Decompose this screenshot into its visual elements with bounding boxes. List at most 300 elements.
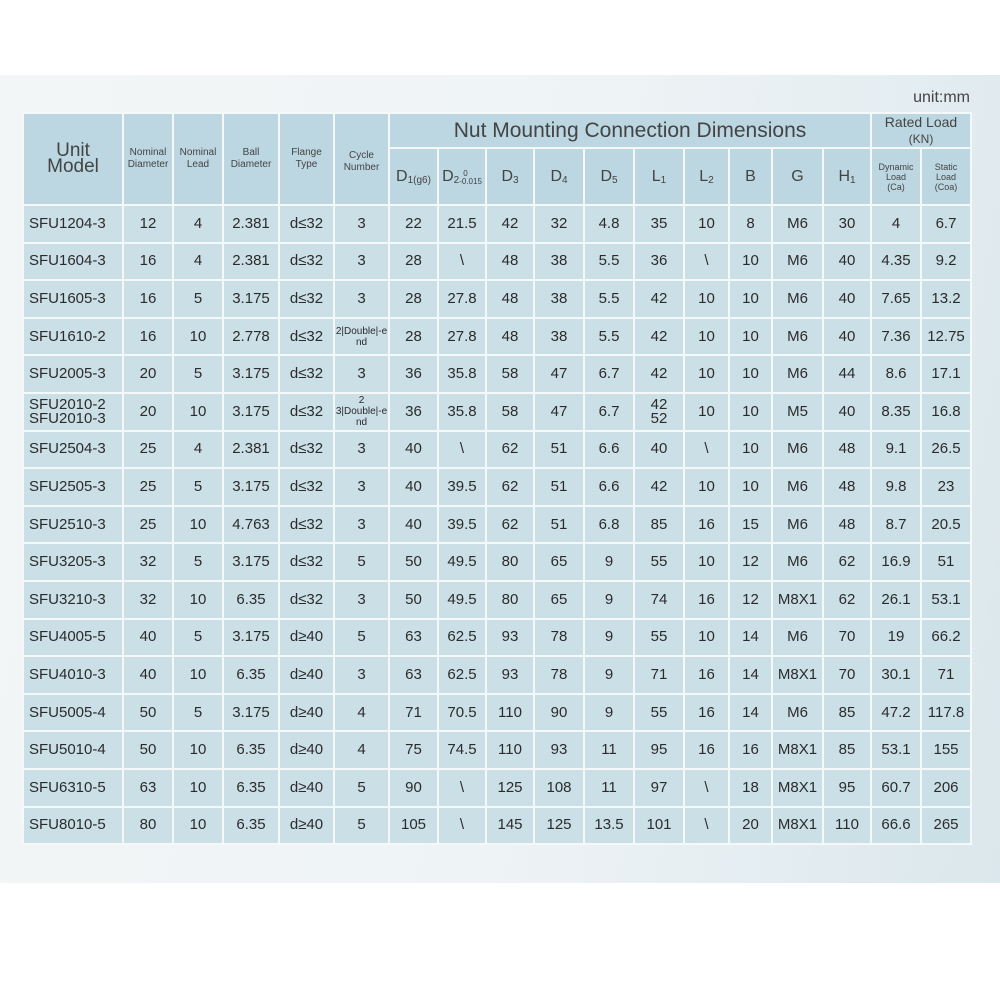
table-row bbox=[23, 393, 971, 431]
cell-static-load: 6.7 bbox=[921, 205, 971, 243]
cell-b: 10 bbox=[729, 243, 772, 281]
cell-d4: 51 bbox=[534, 506, 584, 544]
cell-d2: 49.5 bbox=[438, 581, 486, 619]
cell-d5: 11 bbox=[584, 731, 634, 769]
cell-model: SFU2510-3 bbox=[23, 506, 123, 544]
cell-flange-type: d≥40 bbox=[279, 807, 334, 845]
cell-nominal-lead: 5 bbox=[173, 694, 223, 732]
cell-l2: 10 bbox=[684, 543, 729, 581]
header-text: D bbox=[442, 167, 454, 185]
cell-l2: 10 bbox=[684, 468, 729, 506]
cell-nominal-diameter: 50 bbox=[123, 694, 173, 732]
cell-ball-diameter: 3.175 bbox=[223, 543, 279, 581]
cell-model: SFU1605-3 bbox=[23, 280, 123, 318]
header-text: Diameter bbox=[230, 159, 272, 170]
cell-static-load: 66.2 bbox=[921, 619, 971, 657]
header-text: (KN) bbox=[908, 132, 934, 146]
cell-d5: 4.8 bbox=[584, 205, 634, 243]
cell-d2: \ bbox=[438, 769, 486, 807]
cell-d3: 110 bbox=[486, 694, 534, 732]
cell-dynamic-load: 4 bbox=[871, 205, 921, 243]
cell-dynamic-load: 26.1 bbox=[871, 581, 921, 619]
cell-l2: 10 bbox=[684, 205, 729, 243]
cell-flange-type: d≤32 bbox=[279, 280, 334, 318]
cell-g: M6 bbox=[772, 205, 823, 243]
cell-d4: 47 bbox=[534, 355, 584, 393]
header-text: Lead bbox=[186, 159, 210, 170]
cell-model: SFU8010-5 bbox=[23, 807, 123, 845]
cell-l1: 36 bbox=[634, 243, 684, 281]
cell-model: SFU1610-2 bbox=[23, 318, 123, 356]
cell-dynamic-load: 66.6 bbox=[871, 807, 921, 845]
cell-d4: 78 bbox=[534, 656, 584, 694]
cell-d2: 39.5 bbox=[438, 468, 486, 506]
cell-flange-type: d≥40 bbox=[279, 656, 334, 694]
cell-cycle-number: 5 bbox=[334, 543, 389, 581]
cell-model: SFU3210-3 bbox=[23, 581, 123, 619]
cell-nominal-lead: 5 bbox=[173, 543, 223, 581]
cell-l1: 42 bbox=[634, 280, 684, 318]
cell-g: M6 bbox=[772, 318, 823, 356]
header-text: Nominal bbox=[179, 147, 217, 158]
cell-h1: 44 bbox=[823, 355, 871, 393]
cell-h1: 70 bbox=[823, 656, 871, 694]
cell-ball-diameter: 3.175 bbox=[223, 280, 279, 318]
cell-h1: 62 bbox=[823, 581, 871, 619]
cell-static-load: 117.8 bbox=[921, 694, 971, 732]
cell-flange-type: d≤32 bbox=[279, 243, 334, 281]
cell-d1: 36 bbox=[389, 355, 438, 393]
cell-l1: 97 bbox=[634, 769, 684, 807]
cell-flange-type: d≥40 bbox=[279, 769, 334, 807]
cell-ball-diameter: 6.35 bbox=[223, 581, 279, 619]
cell-d5: 13.5 bbox=[584, 807, 634, 845]
cell-b: 8 bbox=[729, 205, 772, 243]
spec-table bbox=[22, 112, 972, 845]
cell-d4: 108 bbox=[534, 769, 584, 807]
cell-nominal-lead: 10 bbox=[173, 393, 223, 431]
cell-d2: 49.5 bbox=[438, 543, 486, 581]
cell-static-load: 16.8 bbox=[921, 393, 971, 431]
cell-static-load: 13.2 bbox=[921, 280, 971, 318]
header-subscript: 2 bbox=[708, 174, 714, 186]
header-rated-load bbox=[871, 113, 971, 148]
cell-cycle-number: 3 bbox=[334, 656, 389, 694]
cell-static-load: 265 bbox=[921, 807, 971, 845]
cell-ball-diameter: 6.35 bbox=[223, 656, 279, 694]
cell-g: M6 bbox=[772, 280, 823, 318]
cell-g: M6 bbox=[772, 468, 823, 506]
cell-d1: 22 bbox=[389, 205, 438, 243]
cell-d1: 75 bbox=[389, 731, 438, 769]
cell-ball-diameter: 6.35 bbox=[223, 731, 279, 769]
header-text: (Coa) bbox=[934, 181, 958, 192]
cell-nominal-lead: 10 bbox=[173, 731, 223, 769]
cell-l2: 10 bbox=[684, 393, 729, 431]
cell-nominal-diameter: 80 bbox=[123, 807, 173, 845]
cell-nominal-lead: 10 bbox=[173, 506, 223, 544]
cell-h1: 40 bbox=[823, 393, 871, 431]
cell-ball-diameter: 2.381 bbox=[223, 243, 279, 281]
header-text: Type bbox=[295, 159, 318, 170]
cell-b: 10 bbox=[729, 393, 772, 431]
header-subscript: 5 bbox=[612, 174, 618, 186]
cell-d2: 62.5 bbox=[438, 656, 486, 694]
cell-flange-type: d≤32 bbox=[279, 393, 334, 431]
cell-d4: 125 bbox=[534, 807, 584, 845]
cell-static-load: 12.75 bbox=[921, 318, 971, 356]
cell-l2: 16 bbox=[684, 581, 729, 619]
cell-b: 20 bbox=[729, 807, 772, 845]
cell-d4: 51 bbox=[534, 468, 584, 506]
cell-d4: 32 bbox=[534, 205, 584, 243]
cell-model: SFU2005-3 bbox=[23, 355, 123, 393]
cell-l2: \ bbox=[684, 431, 729, 469]
cell-nominal-lead: 10 bbox=[173, 318, 223, 356]
cell-d3: 48 bbox=[486, 280, 534, 318]
cell-l2: 10 bbox=[684, 355, 729, 393]
header-text: L bbox=[699, 167, 709, 185]
header-text: Nominal bbox=[129, 147, 167, 158]
cell-d4: 78 bbox=[534, 619, 584, 657]
cell-l1: 74 bbox=[634, 581, 684, 619]
cell-nominal-diameter: 20 bbox=[123, 393, 173, 431]
header-dim-d3 bbox=[486, 148, 534, 205]
cell-model: SFU2504-3 bbox=[23, 431, 123, 469]
cell-b: 10 bbox=[729, 355, 772, 393]
cell-ball-diameter: 3.175 bbox=[223, 393, 279, 431]
cell-h1: 48 bbox=[823, 468, 871, 506]
cell-d2: 27.8 bbox=[438, 318, 486, 356]
header-dim-g bbox=[772, 148, 823, 205]
table-row bbox=[23, 619, 971, 657]
cell-ball-diameter: 6.35 bbox=[223, 807, 279, 845]
cell-l1: 101 bbox=[634, 807, 684, 845]
cell-g: M6 bbox=[772, 431, 823, 469]
cell-nominal-diameter: 20 bbox=[123, 355, 173, 393]
cell-flange-type: d≤32 bbox=[279, 431, 334, 469]
table-body bbox=[23, 205, 971, 844]
header-subscript: 3 bbox=[513, 174, 519, 186]
cell-d5: 6.8 bbox=[584, 506, 634, 544]
tolerance bbox=[459, 170, 482, 186]
cell-static-load: 20.5 bbox=[921, 506, 971, 544]
cell-d3: 145 bbox=[486, 807, 534, 845]
cell-nominal-diameter: 16 bbox=[123, 243, 173, 281]
cell-d3: 62 bbox=[486, 468, 534, 506]
cell-ball-diameter: 3.175 bbox=[223, 355, 279, 393]
header-subscript: 2 bbox=[453, 174, 460, 186]
cell-d5: 5.5 bbox=[584, 243, 634, 281]
table-row bbox=[23, 731, 971, 769]
header-text: (Ca) bbox=[887, 181, 905, 192]
cell-d4: 51 bbox=[534, 431, 584, 469]
cell-d3: 93 bbox=[486, 619, 534, 657]
cell-h1: 95 bbox=[823, 769, 871, 807]
cell-flange-type: d≤32 bbox=[279, 543, 334, 581]
header-nominal-lead bbox=[173, 113, 223, 205]
cell-nominal-lead: 4 bbox=[173, 243, 223, 281]
header-text: Model bbox=[47, 156, 99, 177]
cell-b: 18 bbox=[729, 769, 772, 807]
cell-d1: 40 bbox=[389, 468, 438, 506]
cell-g: M6 bbox=[772, 543, 823, 581]
header-text: Load bbox=[935, 171, 957, 182]
cell-dynamic-load: 8.6 bbox=[871, 355, 921, 393]
cell-l1: 42 bbox=[634, 355, 684, 393]
header-cycle-number bbox=[334, 113, 389, 205]
header-static-load bbox=[921, 148, 971, 205]
cell-ball-diameter: 4.763 bbox=[223, 506, 279, 544]
cell-nominal-diameter: 32 bbox=[123, 543, 173, 581]
cell-dynamic-load: 53.1 bbox=[871, 731, 921, 769]
cell-dynamic-load: 30.1 bbox=[871, 656, 921, 694]
header-subscript: 4 bbox=[562, 174, 568, 186]
cell-cycle-number: 2|Double|-end bbox=[334, 318, 389, 356]
cell-d3: 42 bbox=[486, 205, 534, 243]
cell-d2: 35.8 bbox=[438, 393, 486, 431]
header-text: L bbox=[651, 167, 661, 185]
cell-static-load: 51 bbox=[921, 543, 971, 581]
cell-d2: 74.5 bbox=[438, 731, 486, 769]
cell-nominal-diameter: 25 bbox=[123, 431, 173, 469]
header-text: D bbox=[550, 167, 562, 185]
cell-model: SFU5005-4 bbox=[23, 694, 123, 732]
cell-cycle-number: 5 bbox=[334, 619, 389, 657]
cell-flange-type: d≤32 bbox=[279, 355, 334, 393]
cell-nominal-diameter: 50 bbox=[123, 731, 173, 769]
cell-g: M5 bbox=[772, 393, 823, 431]
cell-model: SFU1604-3 bbox=[23, 243, 123, 281]
cell-static-load: 23 bbox=[921, 468, 971, 506]
header-dim-l2 bbox=[684, 148, 729, 205]
cell-g: M6 bbox=[772, 619, 823, 657]
cell-d2: 62.5 bbox=[438, 619, 486, 657]
cell-dynamic-load: 9.8 bbox=[871, 468, 921, 506]
cell-static-load: 71 bbox=[921, 656, 971, 694]
cell-g: M8X1 bbox=[772, 731, 823, 769]
header-dim-l1 bbox=[634, 148, 684, 205]
cell-h1: 40 bbox=[823, 318, 871, 356]
cell-d1: 28 bbox=[389, 243, 438, 281]
cell-g: M8X1 bbox=[772, 656, 823, 694]
header-dim-b bbox=[729, 148, 772, 205]
cell-cycle-number: 3 bbox=[334, 506, 389, 544]
cell-h1: 48 bbox=[823, 506, 871, 544]
cell-model: SFU4010-3 bbox=[23, 656, 123, 694]
cell-nominal-diameter: 32 bbox=[123, 581, 173, 619]
unit-label: unit:mm bbox=[913, 89, 970, 106]
cell-b: 14 bbox=[729, 619, 772, 657]
cell-ball-diameter: 2.381 bbox=[223, 205, 279, 243]
cell-d5: 6.7 bbox=[584, 355, 634, 393]
cell-cycle-number: 4 bbox=[334, 731, 389, 769]
cell-nominal-lead: 5 bbox=[173, 468, 223, 506]
cell-dynamic-load: 60.7 bbox=[871, 769, 921, 807]
cell-d3: 80 bbox=[486, 543, 534, 581]
cell-model: SFU3205-3 bbox=[23, 543, 123, 581]
cell-nominal-lead: 4 bbox=[173, 205, 223, 243]
cell-b: 10 bbox=[729, 318, 772, 356]
tolerance-lower: -0.015 bbox=[459, 176, 482, 186]
header-ball-diameter bbox=[223, 113, 279, 205]
cell-flange-type: d≥40 bbox=[279, 619, 334, 657]
cell-ball-diameter: 3.175 bbox=[223, 694, 279, 732]
cell-d1: 40 bbox=[389, 431, 438, 469]
cell-d2: 70.5 bbox=[438, 694, 486, 732]
header-text: D bbox=[396, 167, 408, 185]
cell-l2: 10 bbox=[684, 619, 729, 657]
cell-d4: 65 bbox=[534, 543, 584, 581]
cell-nominal-lead: 10 bbox=[173, 581, 223, 619]
cell-d1: 50 bbox=[389, 581, 438, 619]
cell-nominal-lead: 10 bbox=[173, 769, 223, 807]
cell-cycle-number: 3 bbox=[334, 243, 389, 281]
cell-d4: 93 bbox=[534, 731, 584, 769]
table-row bbox=[23, 506, 971, 544]
header-text: Dynamic bbox=[878, 161, 914, 172]
cell-nominal-diameter: 40 bbox=[123, 619, 173, 657]
table-row bbox=[23, 543, 971, 581]
header-dynamic-load bbox=[871, 148, 921, 205]
cell-cycle-number: 2 3|Double|-end bbox=[334, 393, 389, 431]
cell-ball-diameter: 6.35 bbox=[223, 769, 279, 807]
cell-d3: 62 bbox=[486, 506, 534, 544]
header-dim-d4 bbox=[534, 148, 584, 205]
cell-d4: 65 bbox=[534, 581, 584, 619]
cell-dynamic-load: 8.35 bbox=[871, 393, 921, 431]
cell-dynamic-load: 8.7 bbox=[871, 506, 921, 544]
header-text: Load bbox=[885, 171, 907, 182]
cell-d5: 9 bbox=[584, 694, 634, 732]
cell-l2: 16 bbox=[684, 656, 729, 694]
cell-b: 10 bbox=[729, 468, 772, 506]
cell-h1: 70 bbox=[823, 619, 871, 657]
header-subscript: 1 bbox=[850, 174, 856, 186]
cell-d2: \ bbox=[438, 807, 486, 845]
cell-h1: 40 bbox=[823, 243, 871, 281]
cell-l2: 10 bbox=[684, 280, 729, 318]
header-text: Number bbox=[343, 162, 380, 173]
header-dim-h1 bbox=[823, 148, 871, 205]
cell-dynamic-load: 7.36 bbox=[871, 318, 921, 356]
cell-d4: 47 bbox=[534, 393, 584, 431]
cell-h1: 85 bbox=[823, 731, 871, 769]
cell-b: 12 bbox=[729, 543, 772, 581]
cell-ball-diameter: 2.381 bbox=[223, 431, 279, 469]
cell-d5: 11 bbox=[584, 769, 634, 807]
cell-b: 10 bbox=[729, 431, 772, 469]
cell-d1: 63 bbox=[389, 656, 438, 694]
cell-d5: 9 bbox=[584, 619, 634, 657]
cell-dynamic-load: 9.1 bbox=[871, 431, 921, 469]
cell-d3: 48 bbox=[486, 243, 534, 281]
cell-static-load: 206 bbox=[921, 769, 971, 807]
cell-h1: 110 bbox=[823, 807, 871, 845]
cell-static-load: 53.1 bbox=[921, 581, 971, 619]
cell-l1: 35 bbox=[634, 205, 684, 243]
cell-d3: 80 bbox=[486, 581, 534, 619]
cell-d2: \ bbox=[438, 243, 486, 281]
cell-h1: 48 bbox=[823, 431, 871, 469]
cell-ball-diameter: 2.778 bbox=[223, 318, 279, 356]
cell-b: 10 bbox=[729, 280, 772, 318]
cell-cycle-number: 3 bbox=[334, 468, 389, 506]
header-text: Unit bbox=[56, 140, 90, 161]
cell-h1: 62 bbox=[823, 543, 871, 581]
cell-h1: 40 bbox=[823, 280, 871, 318]
cell-d5: 9 bbox=[584, 656, 634, 694]
cell-cycle-number: 3 bbox=[334, 280, 389, 318]
cell-model: SFU5010-4 bbox=[23, 731, 123, 769]
cell-cycle-number: 3 bbox=[334, 355, 389, 393]
cell-d4: 38 bbox=[534, 318, 584, 356]
header-text: Cycle bbox=[348, 150, 374, 161]
table-row bbox=[23, 280, 971, 318]
cell-l2: 10 bbox=[684, 318, 729, 356]
header-text: H bbox=[838, 167, 850, 185]
header-dim-d2 bbox=[438, 148, 486, 205]
cell-d1: 105 bbox=[389, 807, 438, 845]
cell-l1: 55 bbox=[634, 694, 684, 732]
header-text: D bbox=[600, 167, 612, 185]
header-dim-d5 bbox=[584, 148, 634, 205]
cell-nominal-diameter: 12 bbox=[123, 205, 173, 243]
cell-d5: 5.5 bbox=[584, 318, 634, 356]
cell-nominal-lead: 5 bbox=[173, 280, 223, 318]
table-row bbox=[23, 807, 971, 845]
header-subscript: 1(g6) bbox=[407, 174, 431, 186]
header-group-title: Nut Mounting Connection Dimensions bbox=[389, 113, 871, 148]
cell-l1: 55 bbox=[634, 619, 684, 657]
cell-d4: 38 bbox=[534, 280, 584, 318]
cell-d1: 50 bbox=[389, 543, 438, 581]
cell-d5: 5.5 bbox=[584, 280, 634, 318]
cell-model: SFU1204-3 bbox=[23, 205, 123, 243]
cell-d3: 58 bbox=[486, 393, 534, 431]
cell-g: M6 bbox=[772, 243, 823, 281]
cell-dynamic-load: 19 bbox=[871, 619, 921, 657]
cell-nominal-diameter: 25 bbox=[123, 468, 173, 506]
cell-g: M6 bbox=[772, 506, 823, 544]
cell-d4: 38 bbox=[534, 243, 584, 281]
table-row bbox=[23, 468, 971, 506]
table-row bbox=[23, 694, 971, 732]
cell-b: 14 bbox=[729, 694, 772, 732]
table-row bbox=[23, 656, 971, 694]
cell-g: M6 bbox=[772, 355, 823, 393]
cell-l2: 16 bbox=[684, 731, 729, 769]
cell-l1: 42 bbox=[634, 468, 684, 506]
cell-l1: 40 bbox=[634, 431, 684, 469]
cell-d3: 62 bbox=[486, 431, 534, 469]
cell-l1: 71 bbox=[634, 656, 684, 694]
header-text: Rated Load bbox=[884, 114, 958, 130]
cell-d1: 36 bbox=[389, 393, 438, 431]
cell-d5: 9 bbox=[584, 543, 634, 581]
header-text: G bbox=[791, 167, 804, 185]
cell-d3: 110 bbox=[486, 731, 534, 769]
header-text: Flange bbox=[291, 147, 322, 158]
cell-g: M8X1 bbox=[772, 807, 823, 845]
table-row bbox=[23, 769, 971, 807]
cell-l2: \ bbox=[684, 769, 729, 807]
cell-d3: 125 bbox=[486, 769, 534, 807]
table-row bbox=[23, 243, 971, 281]
cell-cycle-number: 3 bbox=[334, 581, 389, 619]
cell-cycle-number: 3 bbox=[334, 431, 389, 469]
cell-flange-type: d≤32 bbox=[279, 581, 334, 619]
